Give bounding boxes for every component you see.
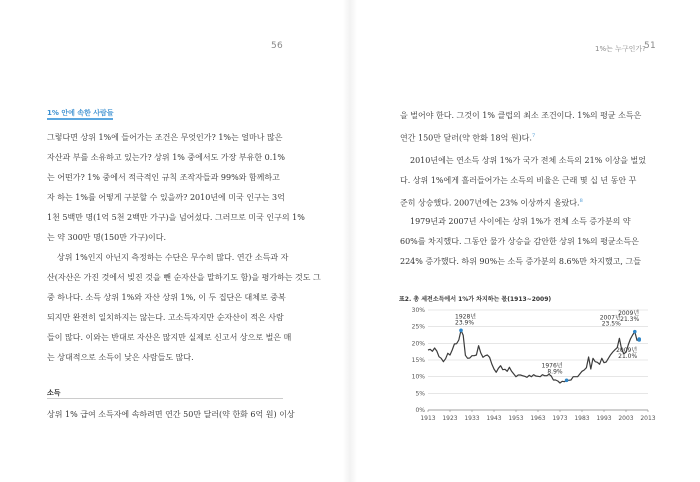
series-line-top1-share xyxy=(428,330,639,383)
x-tick-label: 1923 xyxy=(442,415,458,422)
x-tick-label: 1963 xyxy=(530,415,546,422)
annotation-value: 8.9% xyxy=(547,368,563,376)
text-line: 는 상대적으로 소득이 낮은 사람들도 많다. xyxy=(47,353,194,362)
text-line: 1979년과 2007년 사이에는 상위 1%가 전체 소득 증가분의 약 xyxy=(410,217,631,226)
footnote-marker[interactable]: 7 xyxy=(531,133,536,139)
y-tick-label: 20% xyxy=(411,340,425,348)
y-tick-label: 10% xyxy=(411,373,425,381)
annotation-year: 2007년 xyxy=(599,314,621,322)
text-line: 224% 증가했다. 하위 90%는 소득 증가분의 8.6%만 차지했고, 그들 xyxy=(400,257,641,266)
text-line: 1천 5백만 명(1억 5천 2백만 가구)을 넘어섰다. 그러므로 미국 인구의 1% xyxy=(47,213,305,222)
section-tag-underline xyxy=(47,118,113,120)
text-line: 자산과 부를 소유하고 있는가? 상위 1% 중에서도 가장 부유한 0.1% xyxy=(47,153,285,162)
text-line: 는 약 300만 명(150만 가구)이다. xyxy=(47,233,167,242)
x-tick-label: 1983 xyxy=(574,415,590,422)
left-page-number: 56 xyxy=(271,41,284,51)
text-line: 상위 1%인지 아닌지 측정하는 수단은 무수히 많다. 연간 소득과 자 xyxy=(57,253,289,262)
x-tick-label: 1973 xyxy=(552,415,568,422)
subheading-rule xyxy=(47,398,283,399)
left-paragraph-1 xyxy=(47,128,305,248)
text-line: 을 벌어야 한다. 그것이 1% 클럽의 최소 조건이다. 1%의 평균 소득은 xyxy=(400,111,642,120)
annotation-point xyxy=(459,329,463,333)
right-paragraph-3 xyxy=(400,212,655,272)
text-fragment: 준히 상승했다. 2007년에는 23% 이상까지 올랐다. xyxy=(400,198,580,208)
text-line: 그렇다면 상위 1%에 들어가는 조건은 무엇인가? 1%는 얼마나 많은 xyxy=(47,133,283,142)
y-tick-label: 5% xyxy=(415,390,425,398)
y-tick-label: 25% xyxy=(411,323,425,331)
chart-title: 표2. 총 세전소득에서 1%가 차지하는 몫(1913~2009) xyxy=(399,296,552,303)
section-tag: 1% 안에 속한 사람들 xyxy=(47,109,114,117)
x-tick-label: 2013 xyxy=(640,415,656,422)
annotation-value: 23.5% xyxy=(601,320,621,328)
running-head: 1%는 누구인가? xyxy=(595,45,646,53)
annotation-value: 21.3% xyxy=(620,316,640,323)
x-tick-label: 2003 xyxy=(618,415,634,422)
text-line: 다. 상위 1%에게 흘러들어가는 소득의 비율은 근래 몇 십 년 동안 꾸 xyxy=(400,176,637,185)
annotation-year: 1976년 xyxy=(541,362,563,370)
annotation-value: 23.9% xyxy=(455,319,475,327)
income-share-chart xyxy=(398,302,660,428)
x-tick-label: 1953 xyxy=(508,415,524,422)
left-paragraph-2 xyxy=(47,248,321,368)
subheading-income: 소득 xyxy=(47,389,61,397)
x-tick-label: 1943 xyxy=(486,415,502,422)
y-tick-label: 30% xyxy=(411,307,425,314)
annotation-year: 2009년 xyxy=(618,310,640,317)
text-line: 는 어떤가? 1% 중에서 적극적인 규칙 조작자들과 99%와 함께하고 xyxy=(47,173,280,182)
annotation-point xyxy=(637,338,641,342)
annotation-point xyxy=(633,330,637,334)
text-line: 자 하는 1%를 어떻게 구분할 수 있을까? 2010년에 미국 인구는 3억 xyxy=(47,193,285,202)
text-line: 산(자산은 가진 것에서 빚진 것을 뺀 순자산을 말하기도 함)을 평가하는 것도 그 xyxy=(47,273,321,282)
annotation-year: 2009년 xyxy=(616,347,638,354)
text-fragment: 연간 150만 달러(약 한화 18억 원)다. xyxy=(400,133,532,143)
text-line: 상위 1% 급여 소득자에 속하려면 연간 50만 달러(약 한화 6억 원) 이상 xyxy=(47,410,295,419)
left-paragraph-3 xyxy=(47,405,295,425)
x-tick-label: 1993 xyxy=(596,415,612,422)
text-line xyxy=(400,191,655,214)
annotation-point xyxy=(565,379,569,383)
footnote-marker[interactable]: 8 xyxy=(579,198,583,204)
text-line: 중 하나다. 소득 상위 1%와 자산 상위 1%, 이 두 집단은 대체로 중복 xyxy=(47,293,286,302)
right-page-number: 51 xyxy=(644,41,657,51)
right-paragraph-1 xyxy=(400,106,655,149)
text-line xyxy=(400,126,655,149)
text-line: 2010년에는 연소득 상위 1%가 국가 전체 소득의 21% 이상을 벌었 xyxy=(410,156,647,165)
x-tick-label: 1933 xyxy=(464,415,480,422)
right-paragraph-2 xyxy=(400,151,655,214)
annotation-value: 21.0% xyxy=(618,353,638,360)
x-tick-label: 1913 xyxy=(420,415,436,422)
y-tick-label: 0% xyxy=(415,407,425,414)
annotation-year: 1928년 xyxy=(455,313,477,321)
y-tick-label: 15% xyxy=(411,357,425,364)
text-line: 되지만 완전히 일치하지는 않는다. 고소득자지만 순자산이 적은 사람 xyxy=(47,313,284,322)
text-line: 들이 많다. 이와는 반대로 자산은 많지만 실제로 신고서 상으로 벌은 매 xyxy=(47,333,292,342)
text-line: 60%를 차지했다. 그동안 물가 상승을 감안한 상위 1%의 평균소득은 xyxy=(400,237,639,246)
